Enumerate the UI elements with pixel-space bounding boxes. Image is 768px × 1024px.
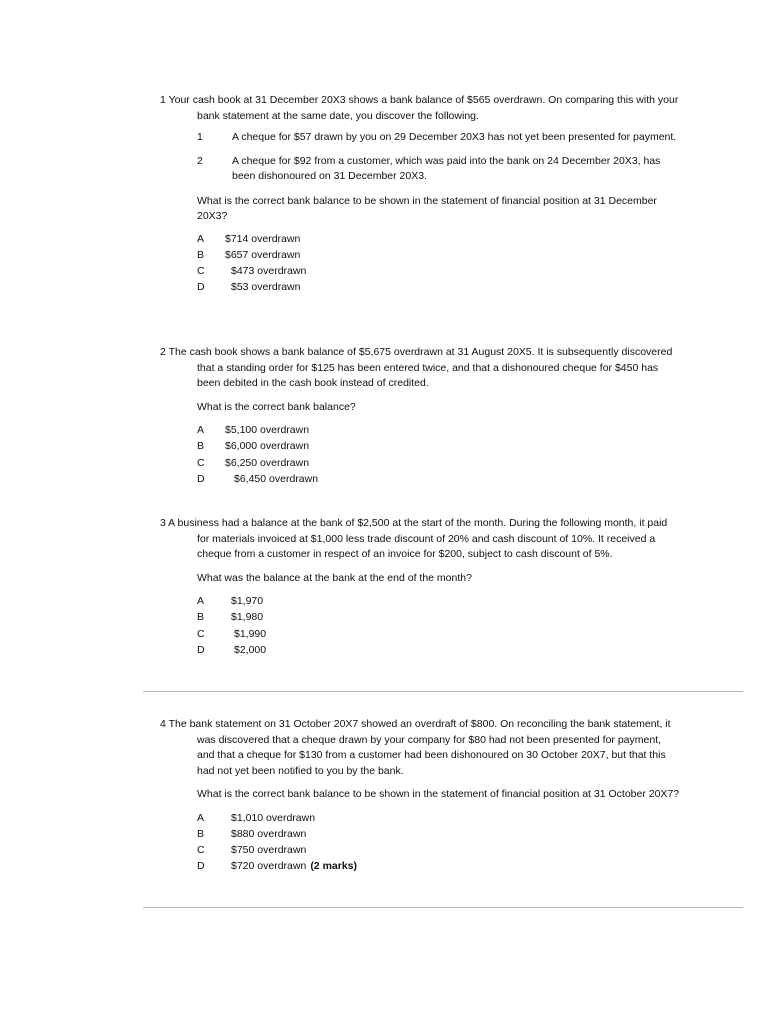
answer-option-b[interactable]: [197, 248, 680, 264]
option-letter: C: [197, 844, 205, 857]
option-letter: B: [197, 827, 205, 840]
option-letter: D: [197, 860, 205, 873]
answer-option-c[interactable]: [197, 456, 680, 472]
list-item: [160, 130, 680, 146]
option-letter: B: [197, 248, 205, 261]
answer-option-d[interactable]: [197, 643, 680, 659]
option-text: $5,100 overdrawn: [225, 424, 310, 436]
answer-option-d[interactable]: [197, 859, 680, 875]
option-text: $750 overdrawn: [231, 844, 307, 857]
answer-option-a[interactable]: [197, 232, 680, 248]
option-letter: B: [197, 611, 205, 624]
answer-option-c[interactable]: [197, 627, 680, 643]
answer-options: [160, 423, 680, 488]
question-prompt: What was the balance at the bank at the end of the month?: [197, 571, 472, 584]
section-divider: [143, 691, 743, 692]
answer-option-c[interactable]: [197, 264, 680, 280]
answer-option-a[interactable]: [197, 423, 680, 439]
option-letter: C: [197, 265, 205, 278]
option-letter: B: [197, 440, 205, 453]
answer-option-b[interactable]: [197, 827, 680, 843]
option-letter: A: [197, 424, 205, 436]
option-letter: A: [197, 811, 205, 824]
option-text: $720 overdrawn: [231, 860, 307, 873]
question-3: [160, 516, 680, 659]
answer-options: [160, 594, 680, 659]
option-text: $53 overdrawn: [231, 281, 301, 294]
question-1: [160, 93, 680, 297]
option-letter: A: [197, 595, 205, 607]
question-stem: 3 A business had a balance at the bank of $2,500 at the start of the month. During the following month, it paid for materials invoiced at $1,000 less trade discount of 20% and cash discount of 10%. It received a cheque from a customer in respect of an invoice for $200, subject to cash discount of 5%.: [160, 517, 668, 560]
answer-option-a[interactable]: [197, 594, 680, 610]
section-divider: [143, 907, 743, 908]
list-item: [160, 154, 680, 185]
answer-option-d[interactable]: [197, 472, 680, 488]
question-stem: 1 Your cash book at 31 December 20X3 shows a bank balance of $565 overdrawn. On comparing this with your bank statement at the same date, you discover the following.: [160, 94, 679, 122]
question-prompt: What is the correct bank balance to be shown in the statement of financial position at 31 October 20X7?: [197, 788, 680, 800]
option-text: $1,970: [231, 595, 264, 607]
option-letter: D: [197, 643, 205, 656]
item-text: A cheque for $57 drawn by you on 29 December 20X3 has not yet been presented for payment.: [232, 131, 677, 143]
option-letter: C: [197, 627, 205, 640]
option-text: $657 overdrawn: [225, 248, 301, 261]
answer-options: [160, 232, 680, 297]
answer-option-d[interactable]: [197, 280, 680, 296]
marks-label: (2 marks): [310, 860, 358, 873]
question-2: [160, 345, 680, 488]
option-letter: D: [197, 281, 205, 294]
question-prompt: What is the correct bank balance to be shown in the statement of financial position at 31 December 20X3?: [197, 194, 657, 222]
question-stem: 4 The bank statement on 31 October 20X7 showed an overdraft of $800. On reconciling the bank statement, it was discovered that a cheque drawn by your company for $80 had not been presented for payment, and that a cheque for $130 from a customer had been dishonoured on 30 October 20X7, but that this had not yet been notified to you by the bank.: [160, 718, 671, 777]
option-text: $1,980: [231, 611, 264, 624]
answer-option-b[interactable]: [197, 610, 680, 626]
option-text: $2,000: [234, 643, 267, 656]
option-letter: D: [197, 472, 205, 485]
option-letter: C: [197, 456, 205, 469]
option-text: $880 overdrawn: [231, 827, 307, 840]
option-text: $6,250 overdrawn: [225, 456, 310, 469]
option-text: $6,450 overdrawn: [234, 472, 319, 485]
option-text: $714 overdrawn: [225, 232, 301, 245]
option-text: $1,990: [234, 627, 267, 640]
item-number: 1: [197, 131, 203, 143]
option-text: $473 overdrawn: [231, 265, 307, 278]
answer-option-c[interactable]: [197, 843, 680, 859]
option-text: $1,010 overdrawn: [231, 811, 316, 824]
question-stem: 2 The cash book shows a bank balance of $5,675 overdrawn at 31 August 20X5. It is subsequently discovered that a standing order for $125 has been entered twice, and that a dishonoured cheque for $450 has been debited in the cash book instead of credited.: [160, 346, 673, 389]
question-prompt: What is the correct bank balance?: [197, 400, 356, 413]
answer-options: [160, 811, 680, 876]
option-letter: A: [197, 232, 205, 245]
answer-option-b[interactable]: [197, 439, 680, 455]
question-4: [160, 717, 680, 876]
item-text: A cheque for $92 from a customer, which was paid into the bank on 24 December 20X3, has been dishonoured on 31 December 20X3.: [232, 154, 661, 182]
option-text: $6,000 overdrawn: [225, 440, 310, 453]
answer-option-a[interactable]: [197, 811, 680, 827]
item-number: 2: [197, 154, 203, 167]
